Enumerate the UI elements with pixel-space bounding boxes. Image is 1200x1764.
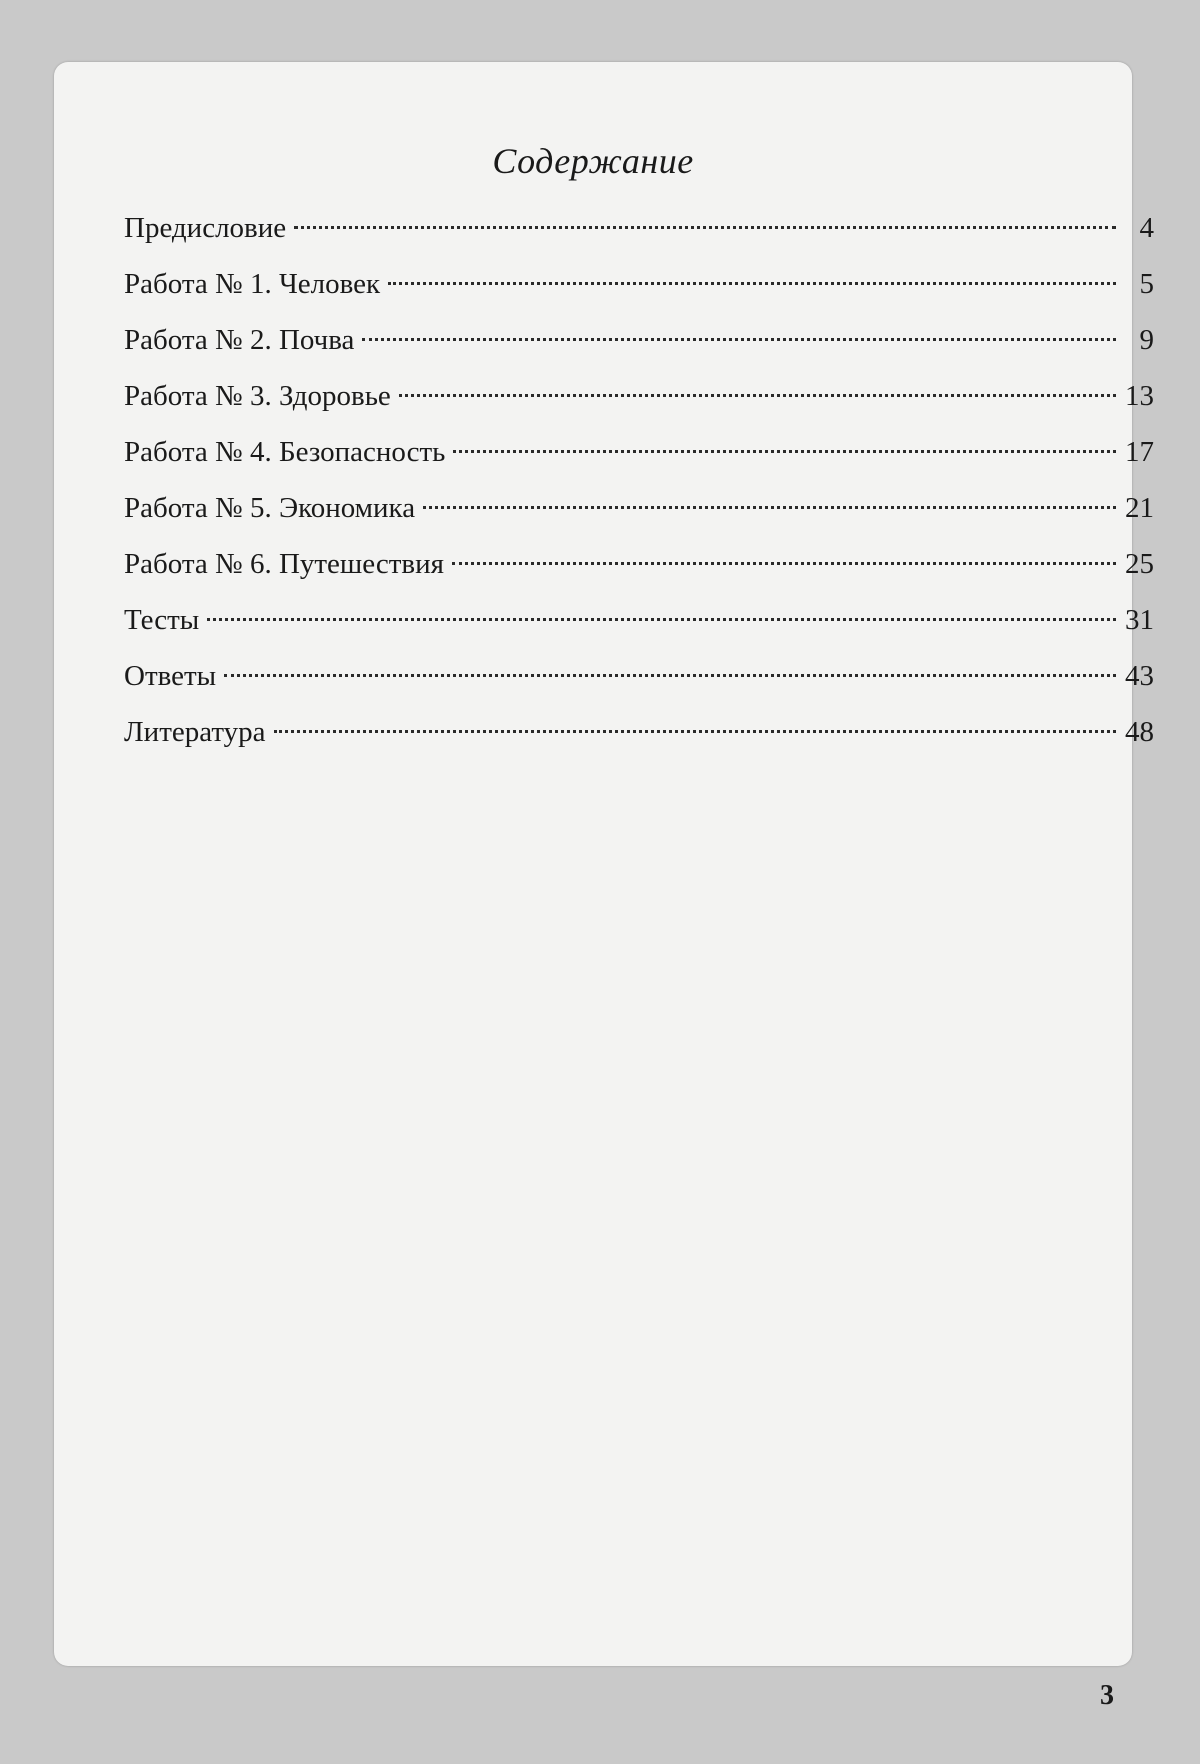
dot-leader — [224, 674, 1116, 677]
toc-entry — [124, 704, 1154, 760]
toc-entry — [124, 648, 1154, 704]
dot-leader — [274, 730, 1116, 733]
toc-entry-page: 5 — [1139, 268, 1154, 300]
toc-entry-label: Работа № 6. Путешествия — [124, 548, 444, 580]
toc-entry-page: 48 — [1125, 716, 1154, 748]
dot-leader — [362, 338, 1116, 341]
toc-entry — [124, 368, 1154, 424]
toc-entry-page: 31 — [1125, 604, 1154, 636]
dot-leader — [388, 282, 1116, 285]
dot-leader — [453, 450, 1116, 453]
toc-title: Содержание — [492, 141, 694, 181]
toc-entry-page: 21 — [1125, 492, 1154, 524]
toc-entry-page: 9 — [1139, 324, 1154, 356]
toc-entry — [124, 424, 1154, 480]
toc-entry — [124, 312, 1154, 368]
dot-leader — [207, 618, 1116, 621]
dot-leader — [452, 562, 1116, 565]
toc-entry — [124, 256, 1154, 312]
page-number: 3 — [1100, 1680, 1114, 1711]
toc-entry-page: 17 — [1125, 436, 1154, 468]
dot-leader — [399, 394, 1116, 397]
page-panel — [54, 62, 1154, 1666]
toc-entry — [124, 536, 1154, 592]
toc-entry-label: Ответы — [124, 660, 217, 692]
toc-entry-label: Работа № 5. Экономика — [124, 492, 416, 524]
toc-entry — [124, 480, 1154, 536]
toc-entry — [124, 592, 1154, 648]
toc-entry-label: Работа № 4. Безопасность — [124, 436, 446, 468]
toc-entry — [124, 200, 1154, 256]
toc-entry-label: Предисловие — [124, 212, 287, 244]
toc-entry-label: Работа № 2. Почва — [124, 324, 355, 356]
toc-entry-label: Тесты — [124, 604, 200, 636]
dot-leader — [423, 506, 1116, 509]
dot-leader — [294, 226, 1116, 229]
toc-entry-page: 13 — [1125, 380, 1154, 412]
toc-entry-label: Работа № 3. Здоровье — [124, 380, 391, 412]
toc-entry-page: 25 — [1125, 548, 1154, 580]
toc-entry-page: 4 — [1139, 212, 1154, 244]
toc-entry-label: Работа № 1. Человек — [124, 268, 381, 300]
toc-list — [124, 200, 1154, 760]
toc-entry-label: Литература — [124, 716, 266, 748]
toc-entry-page: 43 — [1125, 660, 1154, 692]
